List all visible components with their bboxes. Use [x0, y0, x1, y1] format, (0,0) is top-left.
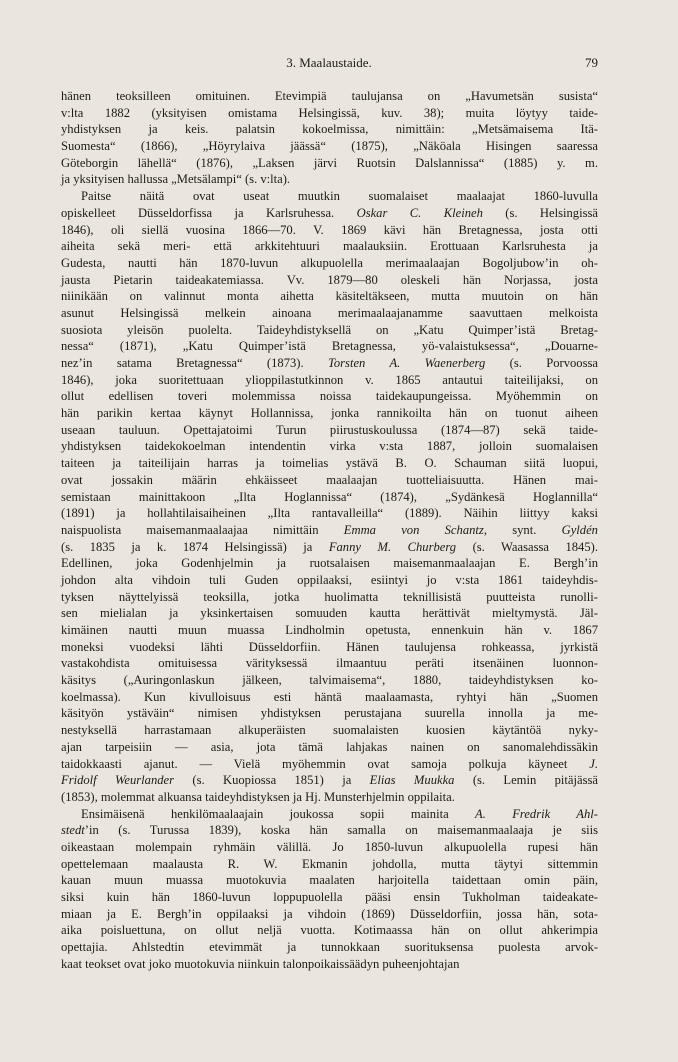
italic-name: Fridolf Weurlander — [61, 773, 175, 788]
text-segment: (1891) ja hollahtilaisaiheinen „Ilta rantavalleilla“ (1889). Näihin liittyy kaksi — [61, 506, 598, 521]
italic-name: Emma von Schantz, — [343, 522, 487, 537]
text-line — [61, 639, 598, 656]
text-segment: niinikään on valinnut monta aihetta käsiteltäkseen, mutta muutoin on hän — [61, 289, 598, 304]
text-line — [61, 88, 598, 105]
text-segment: ajan tarpeisiin — asia, jota tämä lahjakas nainen on sanomalehdissäkin — [61, 739, 598, 754]
text-segment: siksi kuin hän 1860-luvun loppupuolella pääsi ensin Tukholman taideakate- — [61, 890, 598, 904]
text-line — [61, 489, 598, 506]
text-line — [61, 188, 598, 205]
text-line — [61, 238, 598, 255]
text-segment: ja yksityisen hallussa „Metsälampi“ (s. v:lta). — [61, 172, 291, 187]
text-line — [61, 756, 598, 773]
text-segment: kimäinen nautti muun muassa Lindholmin opetusta, ennenkuin hän v. 1867 — [61, 623, 598, 637]
text-line — [61, 655, 598, 672]
text-segment: nessa“ (1871), „Katu Quimper’istä Bretagnessa, yö-valaistuksessa“, „Douarne- — [61, 339, 598, 354]
text-line — [61, 222, 598, 239]
text-segment: yhdistyksen taidekokoelman intendentin virka v:sta 1887, jolloin suomalaisen — [61, 439, 598, 454]
text-line — [61, 672, 598, 689]
text-line — [61, 405, 598, 422]
text-segment: moneksi vuodeksi lähti Düsseldorfiin. Hänen taulujensa rohkeassa, jyrkistä — [61, 639, 598, 654]
text-segment: hänen teoksilleen omituinen. Etevimpiä taulujansa on „Havumetsän susista“ — [61, 89, 598, 103]
text-segment: Suomesta“ (1866), „Höyrylaiva jäässä“ (1875), „Näköala Hisingen saaressa — [61, 139, 598, 154]
text-segment: Göteborgin lähellä“ (1876), „Laksen järvi Ruotsin Dalslannissa“ (1885) y. m. — [61, 155, 598, 170]
text-line — [61, 889, 598, 906]
text-line — [61, 372, 598, 389]
text-line — [61, 305, 598, 322]
text-segment: sen mielialan ja yksinkertaisen somuuden kautta herättivät mieltymystä. Jäl- — [61, 606, 598, 621]
text-segment: useaan tauluun. Opettajatoimi Turun piirustuskoulussa (1874—87) sekä taide- — [61, 422, 598, 437]
text-line — [61, 872, 598, 889]
text-line — [61, 856, 598, 873]
text-segment: ollut edellisen toveri molemmissa noissa taidekaupungeissa. Myöhemmin on — [61, 389, 598, 404]
text-line — [61, 205, 598, 222]
text-segment: oikeastaan molempain ryhmäin välillä. Jo 1850-luvun alkupuolella rupesi hän — [61, 839, 598, 854]
italic-name: Gyldén — [561, 522, 598, 537]
text-line — [61, 605, 598, 622]
text-segment: Edellinen, joka Godenhjelmin ja ruotsalaisen maisemanmaalaajan E. Bergh’in — [61, 556, 598, 571]
text-line — [61, 472, 598, 489]
text-segment: taidokkaasti ajanut. — Vielä myöhemmin ovat samoja polkuja käyneet — [61, 756, 590, 771]
text-line — [61, 906, 598, 923]
text-segment: (s. Kuopiossa 1851) ja — [174, 773, 370, 788]
text-segment: naispuolista maisemanmaalaajaa nimittäin — [61, 522, 344, 537]
text-segment: tyksen näyttelyissä teoksilla, jotka huolimatta teknillisistä puutteista runolli- — [61, 589, 598, 604]
italic-name: Elias Muukka — [369, 773, 455, 788]
text-line — [61, 338, 598, 355]
text-segment: (s. Helsingissä — [482, 205, 598, 220]
text-line — [61, 522, 598, 539]
text-segment: nez’in satama Bretagnessa“ (1873). — [61, 356, 328, 370]
text-line — [61, 822, 598, 839]
text-line — [61, 171, 598, 188]
text-segment: synt. — [486, 522, 562, 537]
chapter-title: 3. Maalaustaide. — [286, 55, 372, 70]
italic-name: stedt — [61, 823, 85, 838]
text-line — [61, 438, 598, 455]
text-line — [61, 155, 598, 172]
text-segment: opettelemaan maalausta R. W. Ekmanin johdolla, mutta täytyi sittemmin — [61, 856, 598, 871]
text-segment: (s. 1835 ja k. 1874 Helsingissä) ja — [61, 539, 329, 554]
italic-name: J. — [589, 756, 598, 771]
text-segment: 1846), oli siellä vuosina 1866—70. V. 1869 kävi hän Bretagnessa, josta otti — [61, 222, 598, 237]
text-line — [61, 922, 598, 939]
text-line — [61, 455, 598, 472]
running-header — [60, 55, 598, 75]
text-line — [61, 739, 598, 756]
text-segment: Paitse näitä ovat useat muutkin suomalaiset maalaajat 1860-luvulla — [81, 189, 598, 204]
text-segment: Gudesta, nautti hän 1870-luvun alkupuolella merimaalaajan Bogoljubow’in oh- — [61, 255, 598, 270]
text-segment: käsityön ystäväin“ nimisen yhdistyksen perustajana suurella innolla ja me- — [61, 706, 598, 721]
text-segment: ’in (s. Turussa 1839), koska hän samalla on maisemanmaalaaja je siis — [84, 823, 598, 838]
italic-name: Oskar C. Kleineh — [356, 205, 483, 220]
text-line — [61, 138, 598, 155]
text-segment: aiheita sekä meri- että arkkitehtuuri maalauksiin. Erottuaan Karlsruhesta ja — [61, 239, 598, 254]
text-line — [61, 789, 598, 806]
text-line — [61, 839, 598, 856]
text-line — [61, 272, 598, 289]
text-segment: koelmassa). Kun kivulloisuus esti häntä maalaamasta, ryhtyi hän „Suomen — [61, 689, 598, 704]
italic-name: A. Fredrik Ahl- — [475, 806, 598, 821]
text-line — [61, 539, 598, 556]
text-segment: nestyksellä harrastamaan alkuperäisten suomalaisten kuosien käytäntöä nyky- — [61, 723, 598, 738]
text-segment: (s. Porvoossa — [485, 356, 599, 370]
text-line — [61, 689, 598, 706]
text-line — [61, 288, 598, 305]
text-segment: hän parikin kertaa käynyt Hollannissa, jonka rannikoilta hän on tuonut aiheen — [61, 406, 598, 421]
text-segment: (1853), molemmat alkuansa taideyhdistyksen ja Hj. Munsterhjelmin oppilaita. — [61, 789, 455, 804]
text-line — [61, 255, 598, 272]
text-line — [61, 572, 598, 589]
page-number: 79 — [585, 55, 598, 70]
text-segment: opettajia. Ahlstedtin etevimmät ja tunnokkaan suorituksensa puolesta arvok- — [61, 940, 598, 955]
text-line — [61, 956, 598, 973]
text-segment: ovat jossakin määrin ehkäisseet maalaajan tuotteliaisuutta. Hänen mai- — [61, 472, 598, 487]
text-segment: (s. Lemin pitäjässä — [454, 773, 598, 788]
text-line — [61, 589, 598, 606]
text-segment: opiskelleet Düsseldorfissa ja Karlsruhessa. — [61, 205, 357, 220]
italic-name: Fanny M. Churberg — [328, 539, 457, 554]
text-line — [61, 355, 598, 372]
text-segment: asunut Helsingissä melkein ainoana merimaalaajanamme saavuttaen melkoista — [61, 305, 598, 320]
text-segment: johdon alta vihdoin tuli Guden oppilaaksi, esiintyi jo v:sta 1861 taideyhdis- — [61, 572, 598, 587]
text-segment: vastakohdista omituisessa värityksessä ilmaantuu peräti itsenäinen luonnon- — [61, 656, 598, 671]
text-line — [61, 121, 598, 138]
text-segment: miaan ja E. Bergh’in oppilaaksi ja vihdoin (1869) Düsseldorfiin, jossa hän, sota- — [61, 906, 598, 921]
text-segment: taiteen ja taiteilijain harras ja toimelias ystävä B. O. Schauman siitä luopui, — [61, 456, 598, 471]
text-segment: 1846), joka suoritettuaan ylioppilastutkinnon v. 1865 antautui taiteilijaksi, on — [61, 372, 598, 387]
text-line — [61, 705, 598, 722]
text-segment: yhdistyksen ja keis. palatsin kokoelmissa, nimittäin: „Metsämaisema Itä- — [61, 122, 598, 137]
text-segment: kaat teokset ovat joko muotokuvia niinkuin talonpoikaissäädyn puheenjohtajan — [61, 956, 460, 971]
text-line — [61, 622, 598, 639]
text-line — [61, 388, 598, 405]
text-segment: aika poisluettuna, on ollut neljä vuotta. Kotimaassa hän on ollut ahkerimpia — [61, 923, 598, 938]
text-line — [61, 105, 598, 122]
text-line — [61, 422, 598, 439]
text-line — [61, 806, 598, 823]
text-line — [61, 555, 598, 572]
text-line — [61, 505, 598, 522]
text-line — [61, 322, 598, 339]
text-segment: jausta Pietarin taideakatemiassa. Vv. 1879—80 oleskeli hän Norjassa, josta — [61, 272, 598, 287]
text-segment: v:lta 1882 (yksityisen omistama Helsingissä, kuv. 38); muita löytyy taide- — [61, 105, 598, 120]
text-segment: Ensimäisenä henkilömaalaajain joukossa sopii mainita — [81, 806, 476, 821]
text-segment: käsitys („Auringonlaskun jälkeen, talvimaisema“, 1880, taideyhdistyksen ko- — [61, 673, 598, 688]
text-segment: suosiota yleisön puolelta. Taideyhdistyksellä on „Katu Quimper’istä Bretag- — [61, 322, 598, 337]
text-segment: (s. Waasassa 1845). — [456, 539, 598, 554]
text-line — [61, 939, 598, 956]
text-line — [61, 772, 598, 789]
text-segment: semistaan mainittakoon „Ilta Hoglannissa“ (1874), „Sydänkesä Hoglannilla“ — [61, 489, 598, 504]
text-segment: kauan muun muassa muotokuvia maalaten harjoitella taidettaan omin päin, — [61, 873, 598, 888]
italic-name: Torsten A. Waenerberg — [328, 356, 486, 370]
body-text — [61, 88, 598, 972]
text-line — [61, 722, 598, 739]
